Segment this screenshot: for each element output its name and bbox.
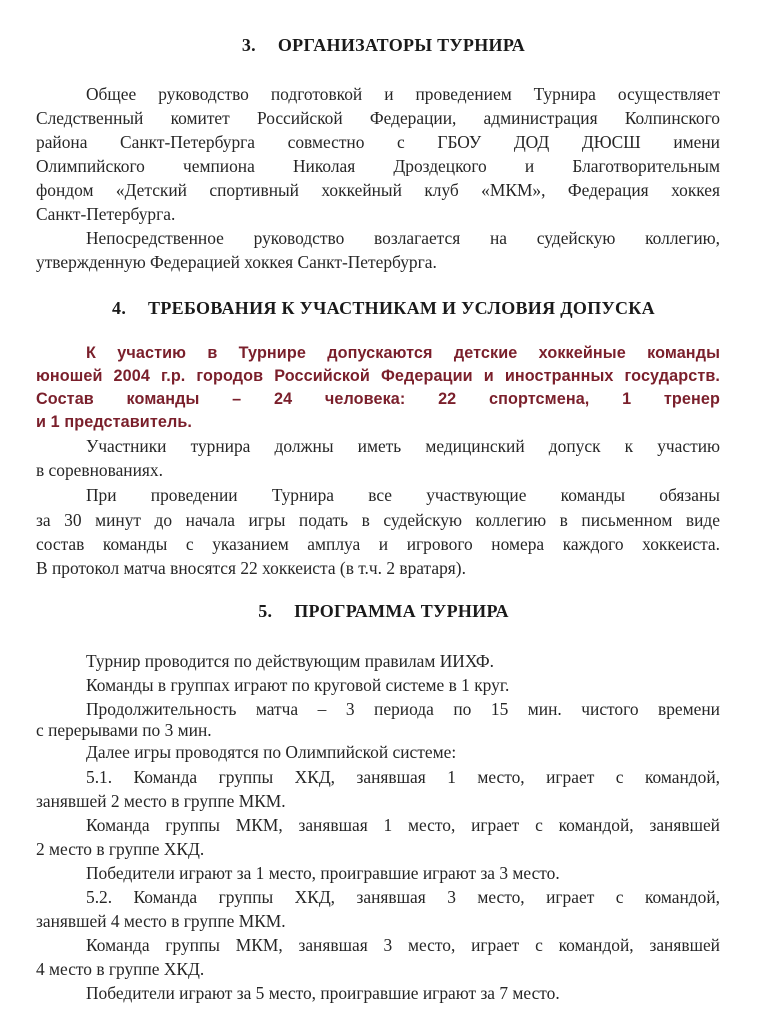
paragraph-line: При проведении Турнира все участвующие команды обязаны [86,485,720,505]
paragraph-line: района Санкт-Петербурга совместно с ГБОУ ДОД ДЮСШ имени [36,132,720,152]
paragraph-line: утвержденную Федерацией хоккея Санкт-Петербурга. [36,252,437,272]
section-5-heading [0,600,767,622]
paragraph-line: Команды в группах играют по круговой системе в 1 круг. [86,675,510,695]
paragraph-line: состав команды с указанием амплуа и игрового номера каждого хоккеиста. [36,534,720,554]
paragraph-line: 5.2. Команда группы ХКД, занявшая 3 место, играет с командой, [86,887,720,907]
paragraph-line: 2 место в группе ХКД. [36,839,205,859]
section-5-number: 5. [258,601,273,621]
section-3-title: ОРГАНИЗАТОРЫ ТУРНИРА [277,35,526,55]
paragraph-line-highlighted: К участию в Турнире допускаются детские хоккейные команды [86,344,720,362]
section-4-heading [0,297,767,319]
paragraph-line: 5.1. Команда группы ХКД, занявшая 1 место, играет с командой, [86,767,720,787]
section-4-number: 4. [112,298,127,318]
section-4-title: ТРЕБОВАНИЯ К УЧАСТНИКАМ И УСЛОВИЯ ДОПУСКА [148,298,655,318]
section-3-heading [0,34,767,56]
paragraph-line: 4 место в группе ХКД. [36,959,205,979]
paragraph-line: занявшей 2 место в группе МКМ. [36,791,286,811]
paragraph-line: Следственный комитет Российской Федерации, администрация Колпинского [36,108,720,128]
paragraph-line: Победители играют за 5 место, проигравшие играют за 7 место. [86,983,560,1003]
section-3-number: 3. [241,35,256,55]
paragraph-line-highlighted: юношей 2004 г.р. городов Российской Федерации и иностранных государств. [36,367,720,385]
paragraph-line: Олимпийского чемпиона Николая Дроздецкого и Благотворительным [36,156,720,176]
paragraph-line-highlighted: Состав команды – 24 человека: 22 спортсмена, 1 тренер [36,390,720,408]
paragraph-line: Турнир проводится по действующим правилам ИИХФ. [86,651,494,671]
paragraph-line: Команда группы МКМ, занявшая 3 место, играет с командой, занявшей [86,935,720,955]
paragraph-line: Далее игры проводятся по Олимпийской системе: [86,742,457,762]
paragraph-line: Победители играют за 1 место, проигравшие играют за 3 место. [86,863,560,883]
paragraph-line: Непосредственное руководство возлагается на судейскую коллегию, [86,228,720,248]
paragraph-line-highlighted: и 1 представитель. [36,413,192,431]
section-5-title: ПРОГРАММА ТУРНИРА [294,601,509,621]
paragraph-line: занявшей 4 место в группе МКМ. [36,911,286,931]
paragraph-line: Продолжительность матча – 3 периода по 15 мин. чистого времени [86,699,720,719]
paragraph-line: В протокол матча вносятся 22 хоккеиста (в т.ч. 2 вратаря). [36,558,466,578]
paragraph-line: фондом «Детский спортивный хоккейный клуб «МКМ», Федерация хоккея [36,180,720,200]
paragraph-line: Участники турнира должны иметь медицинский допуск к участию [86,436,720,456]
paragraph-line: Санкт-Петербурга. [36,204,176,224]
paragraph-line: с перерывами по 3 мин. [36,720,212,740]
paragraph-line: в соревнованиях. [36,460,163,480]
paragraph-line: Общее руководство подготовкой и проведением Турнира осуществляет [86,84,720,104]
paragraph-line: за 30 минут до начала игры подать в судейскую коллегию в письменном виде [36,510,720,530]
paragraph-line: Команда группы МКМ, занявшая 1 место, играет с командой, занявшей [86,815,720,835]
